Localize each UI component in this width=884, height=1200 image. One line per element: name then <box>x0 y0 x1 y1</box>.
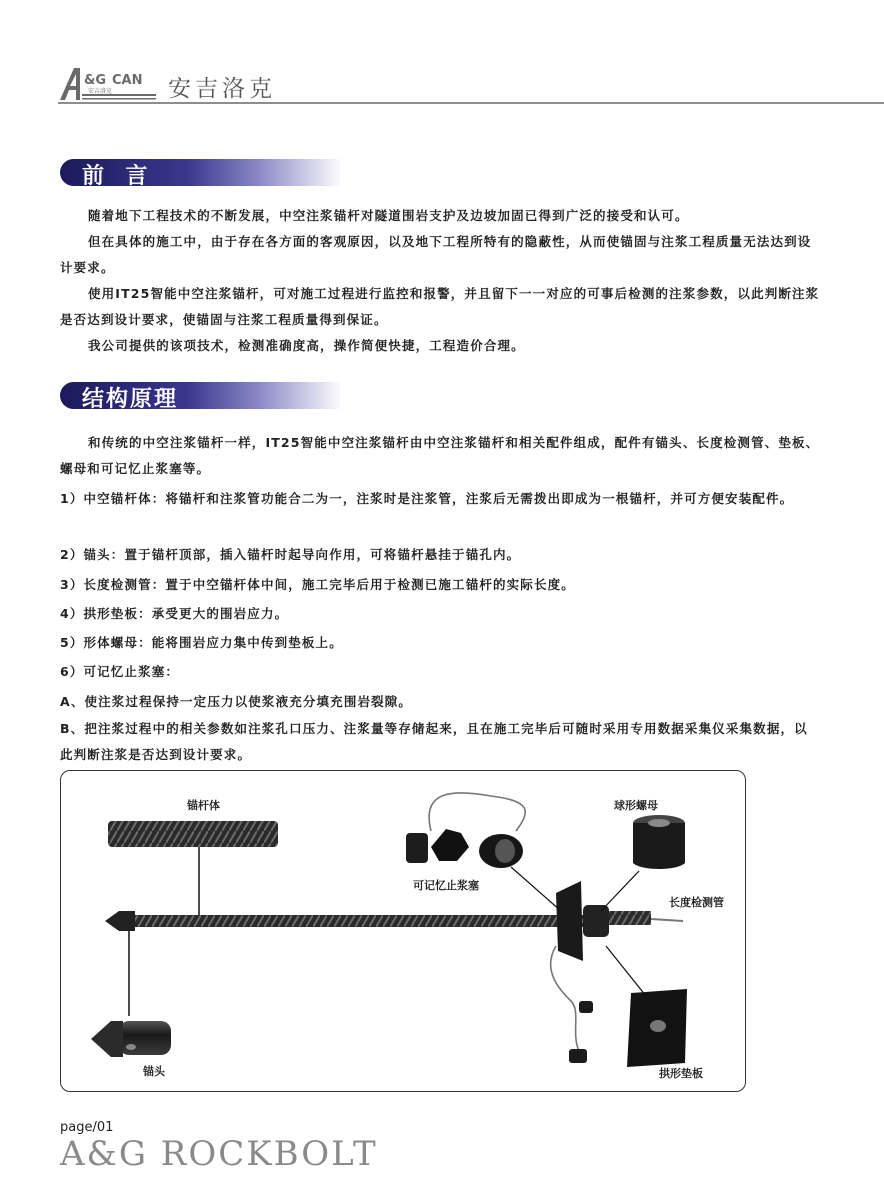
section-title: 结构原理 <box>82 387 179 412</box>
anchor-head-hole <box>126 1044 136 1050</box>
leader-line <box>511 867 561 911</box>
principle-item-b <box>60 716 820 768</box>
plate-on-bolt <box>556 881 583 961</box>
plug-star <box>431 829 469 861</box>
paragraph: 我公司提供的该项技术，检测准确度高，操作简便快捷，工程造价合理。 <box>88 338 525 353</box>
label-spherical-nut: 球形螺母 <box>614 799 658 812</box>
label-anchor-head: 锚头 <box>143 1065 165 1078</box>
leader-line <box>601 871 639 911</box>
label-length-tube: 长度检测管 <box>669 896 724 909</box>
section-header-principle <box>60 382 343 412</box>
length-tube <box>651 919 683 921</box>
principle-item-2: 2）锚头：置于锚杆顶部，插入锚杆时起导向作用，可将锚杆悬挂于锚孔内。 <box>60 547 521 562</box>
paragraph: 和传统的中空注浆锚杆一样，IT25智能中空注浆锚杆由中空注浆锚杆和相关配件组成，配件有锚头、长度检测管、垫板、螺母和可记忆止浆塞等。 <box>60 435 820 476</box>
paragraph: 使用IT25智能中空注浆锚杆，可对施工过程进行监控和报警，并且留下一一对应的可事后检测的注浆参数，以此判断注浆是否达到设计要求，使锚固与注浆工程质量得到保证。 <box>60 286 820 327</box>
section-title: 前 言 <box>82 164 150 189</box>
principle-item-3: 3）长度检测管：置于中空锚杆体中间，施工完毕后用于检测已施工锚杆的实际长度。 <box>60 577 575 592</box>
sensor-cable <box>551 946 579 1051</box>
bolt-head-tip <box>105 911 135 931</box>
principle-item-1 <box>60 486 820 512</box>
sensor-connector <box>579 1001 593 1013</box>
leader-line <box>606 946 646 996</box>
anchor-head-body <box>119 1021 171 1055</box>
principle-item-5: 5）形体螺母：能将围岩应力集中传到垫板上。 <box>60 635 343 650</box>
svg-text:CAN: CAN <box>112 73 143 88</box>
anchor-head-cone <box>91 1021 123 1057</box>
plug-wire <box>429 793 525 831</box>
sensor-connector <box>569 1049 587 1063</box>
svg-text:&G: &G <box>84 73 107 88</box>
principle-item-6: 6）可记忆止浆塞： <box>60 664 180 679</box>
page-number: page/01 <box>60 1120 114 1135</box>
principle-intro <box>60 430 820 482</box>
bolt-body-sample <box>108 821 278 847</box>
page-header <box>58 64 884 104</box>
label-arched-plate: 拱形垫板 <box>659 1067 703 1080</box>
principle-item-4: 4）拱形垫板：承受更大的围岩应力。 <box>60 606 289 621</box>
paragraph: 随着地下工程技术的不断发展，中空注浆锚杆对隧道围岩支护及边坡加固已得到广泛的接受和认可。 <box>88 208 689 223</box>
diagram-drawing <box>61 771 747 1093</box>
company-name-cn: 安吉洛克 <box>168 76 276 102</box>
list-item: 1）中空锚杆体：将锚杆和注浆管功能合二为一，注浆时是注浆管，注浆后无需拨出即成为一根锚杆，并可方便安装配件。 <box>60 491 794 506</box>
bolt-tail <box>609 911 651 925</box>
spherical-nut-body <box>633 823 685 869</box>
svg-text:安吉洛克: 安吉洛克 <box>88 88 113 95</box>
header-divider <box>58 102 884 104</box>
company-logo <box>58 64 158 102</box>
footer-brand: A&G ROCKBOLT <box>60 1134 378 1174</box>
plug-ring-hole <box>495 839 515 863</box>
plug-connector <box>406 833 428 863</box>
list-item: B、把注浆过程中的相关参数如注浆孔口压力、注浆量等存储起来，且在施工完毕后可随时采用专用数据采集仪采集数据，以此判断注浆是否达到设计要求。 <box>60 721 808 762</box>
principle-item-a: A、使注浆过程保持一定压力以使浆液充分填充围岩裂隙。 <box>60 694 413 709</box>
section-header-preface <box>60 159 343 189</box>
main-bolt <box>125 915 595 927</box>
nut-on-bolt <box>583 905 609 937</box>
rockbolt-diagram <box>60 770 746 1092</box>
paragraph: 但在具体的施工中，由于存在各方面的客观原因，以及地下工程所特有的隐蔽性，从而使锚固与注浆工程质量无法达到设计要求。 <box>60 234 812 275</box>
label-bolt-body: 锚杆体 <box>187 799 220 812</box>
spherical-nut-hole <box>648 819 670 827</box>
label-grout-plug: 可记忆止浆塞 <box>413 879 479 892</box>
arched-plate-hole <box>650 1020 666 1032</box>
preface-text <box>60 203 820 359</box>
